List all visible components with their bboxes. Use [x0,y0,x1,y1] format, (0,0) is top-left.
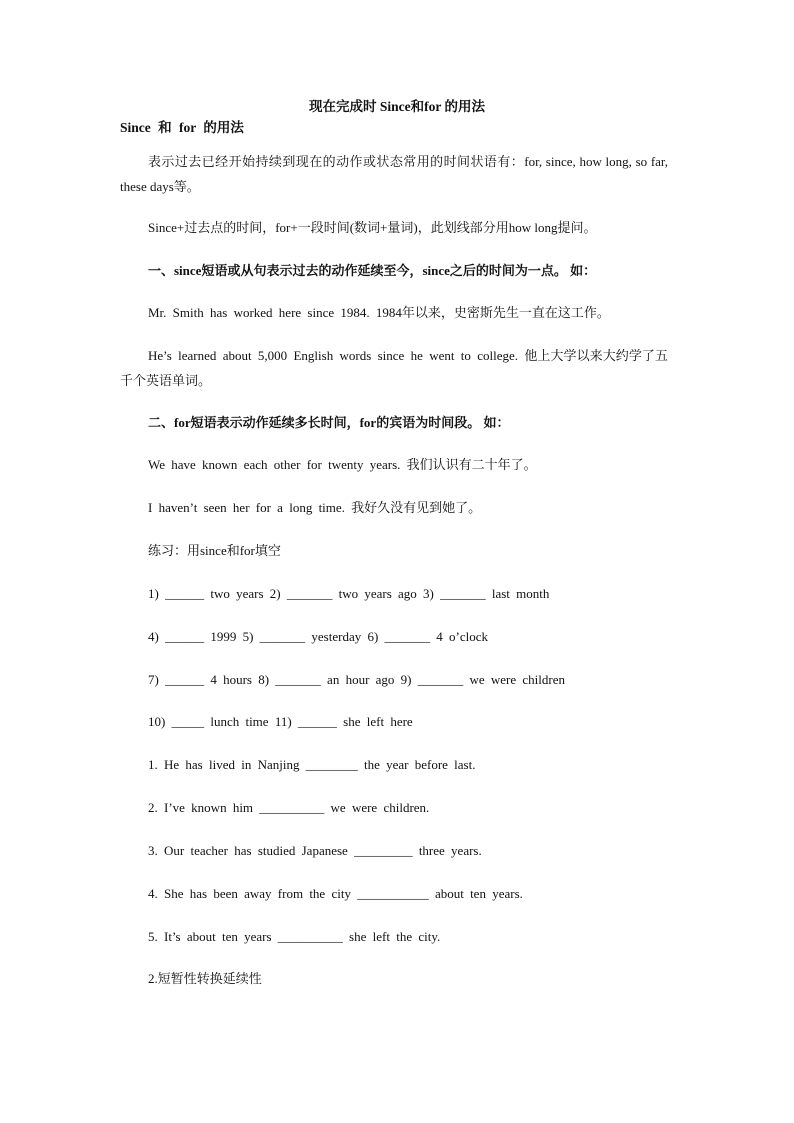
practice-row: 4) ______ 1999 5) _______ yesterday 6) _______ 4 o’clock [148,629,489,644]
practice-row: 10) _____ lunch time 11) ______ she left here [148,714,413,729]
section-2-heading: 二、for短语表示动作延续多长时间，for的宾语为时间段。 如： [148,415,510,430]
section-1-example-2: He’s learned about 5,000 English words since he went to college. 他上大学以来大约学了五千个英语单词。 [120,348,668,388]
section-1-heading: 一、since短语或从句表示过去的动作延续至今，since之后的时间为一点。 如： [148,263,597,278]
practice-title: 练习：用since和for填空 [148,543,281,558]
rule-line: Since+过去点的时间，for+一段时间(数词+量词)，此划线部分用how long提问。 [148,220,597,235]
practice-row: 1) ______ two years 2) _______ two years ago 3) _______ last month [148,586,550,601]
intro-paragraph: 表示过去已经开始持续到现在的动作或状态常用的时间状语有：for, since, how long, so far, these days等。 [120,154,668,194]
page-title: 现在完成时 Since和for 的用法 [309,99,485,114]
exercise-sentence: 1. He has lived in Nanjing ________ the year before last. [148,757,476,772]
section-2-example-2: I haven’t seen her for a long time. 我好久没有见到她了。 [148,500,482,515]
exercise-sentence: 3. Our teacher has studied Japanese _________ three years. [148,843,482,858]
next-section-heading: 2.短暂性转换延续性 [148,971,262,986]
exercise-sentence: 5. It’s about ten years __________ she left the city. [148,929,441,944]
exercise-sentence: 2. I’ve known him __________ we were children. [148,800,430,815]
section-1-example-1: Mr. Smith has worked here since 1984. 1984年以来，史密斯先生一直在这工作。 [148,305,610,320]
exercise-sentence: 4. She has been away from the city ___________ about ten years. [148,886,523,901]
section-subtitle: Since 和 for 的用法 [120,120,244,135]
section-2-example-1: We have known each other for twenty years. 我们认识有二十年了。 [148,457,537,472]
practice-row: 7) ______ 4 hours 8) _______ an hour ago 9) _______ we were children [148,672,566,687]
